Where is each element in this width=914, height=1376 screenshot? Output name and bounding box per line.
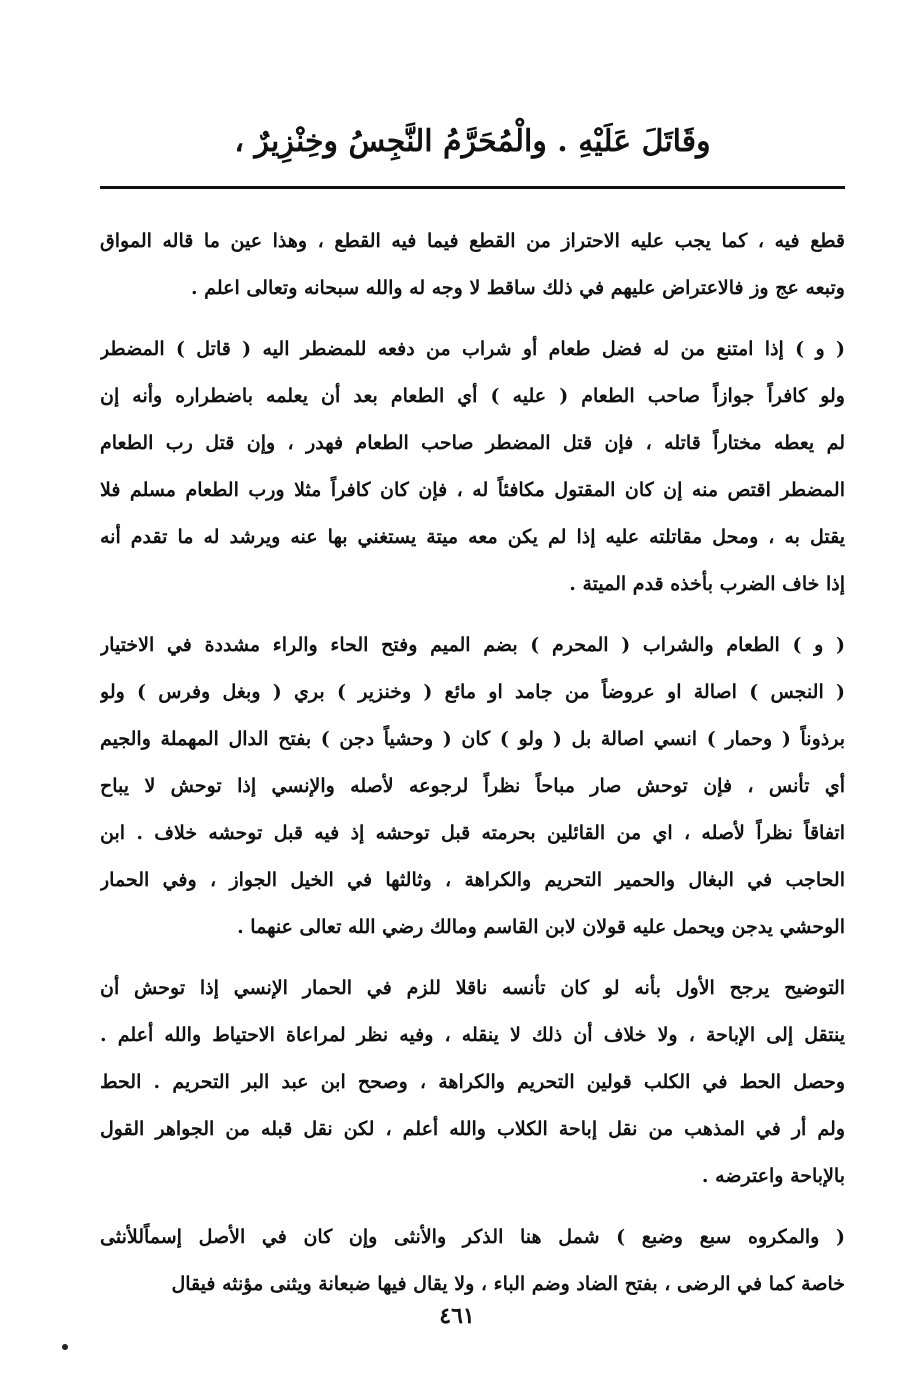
text-line: وحصل الحط في الكلب قولين التحريم والكراهة ، وصحح ابن عبد البر التحريم . الحط (100, 1071, 845, 1093)
text-line: يقتل به ، ومحل مقاتلته عليه إذا لم يكن معه ميتة يستغني بها عنه ويرشد له ما تقدم أنه (100, 526, 845, 548)
text-line: برذوناً ( وحمار ) انسي اصالة بل ( ولو ) كان ( وحشياً دجن ) بفتح الدال المهملة والجيم (100, 728, 845, 750)
page-header: وقَاتَلَ عَلَيْهِ . والْمُحَرَّمُ النَّجِسُ وخِنْزِيرٌ ، (234, 124, 711, 159)
text-line: قطع فيه ، كما يجب عليه الاحتراز من القطع فيما فيه القطع ، وهذا عين ما قاله المواق (100, 230, 845, 252)
ink-speck (62, 1344, 68, 1350)
text-line: ولو كافراً جوازاً صاحب الطعام ( عليه ) أي الطعام بعد أن يعلمه باضطراره وأنه إن (100, 385, 845, 407)
body-text (100, 218, 845, 1322)
paragraph (100, 622, 845, 951)
text-line: بالإباحة واعترضه . (701, 1165, 845, 1187)
text-line: الوحشي يدجن ويحمل عليه قولان لابن القاسم ومالك رضي الله تعالى عنهما . (237, 916, 845, 938)
text-line: خاصة كما في الرضى ، بفتح الضاد وضم الباء ، ولا يقال فيها ضبعانة ويثنى مؤنثه فيقال (171, 1273, 845, 1295)
text-line: المضطر اقتص منه إن كان المقتول مكافئاً له ، فإن كان كافراً مثلا ورب الطعام مسلم فلا (100, 479, 845, 501)
text-line: أي تأنس ، فإن توحش صار مباحاً نظراً لرجوعه لأصله والإنسي إذا توحش لا يباح (100, 775, 845, 797)
page-number: ٤٦١ (439, 1303, 475, 1329)
text-line: وتبعه عج وز فالاعتراض عليهم في ذلك ساقط لا وجه له والله سبحانه وتعالى اعلم . (190, 277, 845, 299)
paragraph (100, 1214, 845, 1308)
text-line: إذا خاف الضرب بأخذه قدم الميتة . (569, 573, 845, 595)
text-line: ولم أر في المذهب من نقل إباحة الكلاب والله أعلم ، لكن نقل قبله من الجواهر القول (100, 1118, 845, 1140)
header-rule (100, 186, 845, 189)
text-line: ( و ) إذا امتنع من له فضل طعام أو شراب من دفعه للمضطر اليه ( قاتل ) المضطر (100, 338, 845, 360)
text-line: لم يعطه مختاراً قاتله ، فإن قتل المضطر صاحب الطعام فهدر ، وإن قتل رب الطعام (100, 432, 845, 454)
text-line: اتفاقاً نظراً لأصله ، اي من القائلين بحرمته قبل توحشه إذ فيه قبل توحشه خلاف . ابن (100, 822, 845, 844)
paragraph (100, 965, 845, 1200)
text-line: ( والمكروه سبع وضبع ) شمل هنا الذكر والأنثى وإن كان في الأصل إسماًللأنثى (100, 1226, 845, 1248)
text-line: ( و ) الطعام والشراب ( المحرم ) بضم الميم وفتح الحاء والراء مشددة في الاختيار (100, 634, 845, 656)
text-line: ينتقل إلى الإباحة ، ولا خلاف أن ذلك لا ينقله ، وفيه نظر لمراعاة الاحتياط والله أعلم . (100, 1024, 845, 1046)
paragraph (100, 218, 845, 312)
text-line: الحاجب في البغال والحمير التحريم والكراهة ، وثالثها في الخيل الجواز ، وفي الحمار (100, 869, 845, 891)
text-line: التوضيح يرجح الأول بأنه لو كان تأنسه ناقلا للزم في الحمار الإنسي إذا توحش أن (100, 977, 845, 999)
text-line: ( النجس ) اصالة او عروضاً من جامد او مائع ( وخنزير ) بري ( وبغل وفرس ) ولو (100, 681, 845, 703)
paragraph (100, 326, 845, 608)
